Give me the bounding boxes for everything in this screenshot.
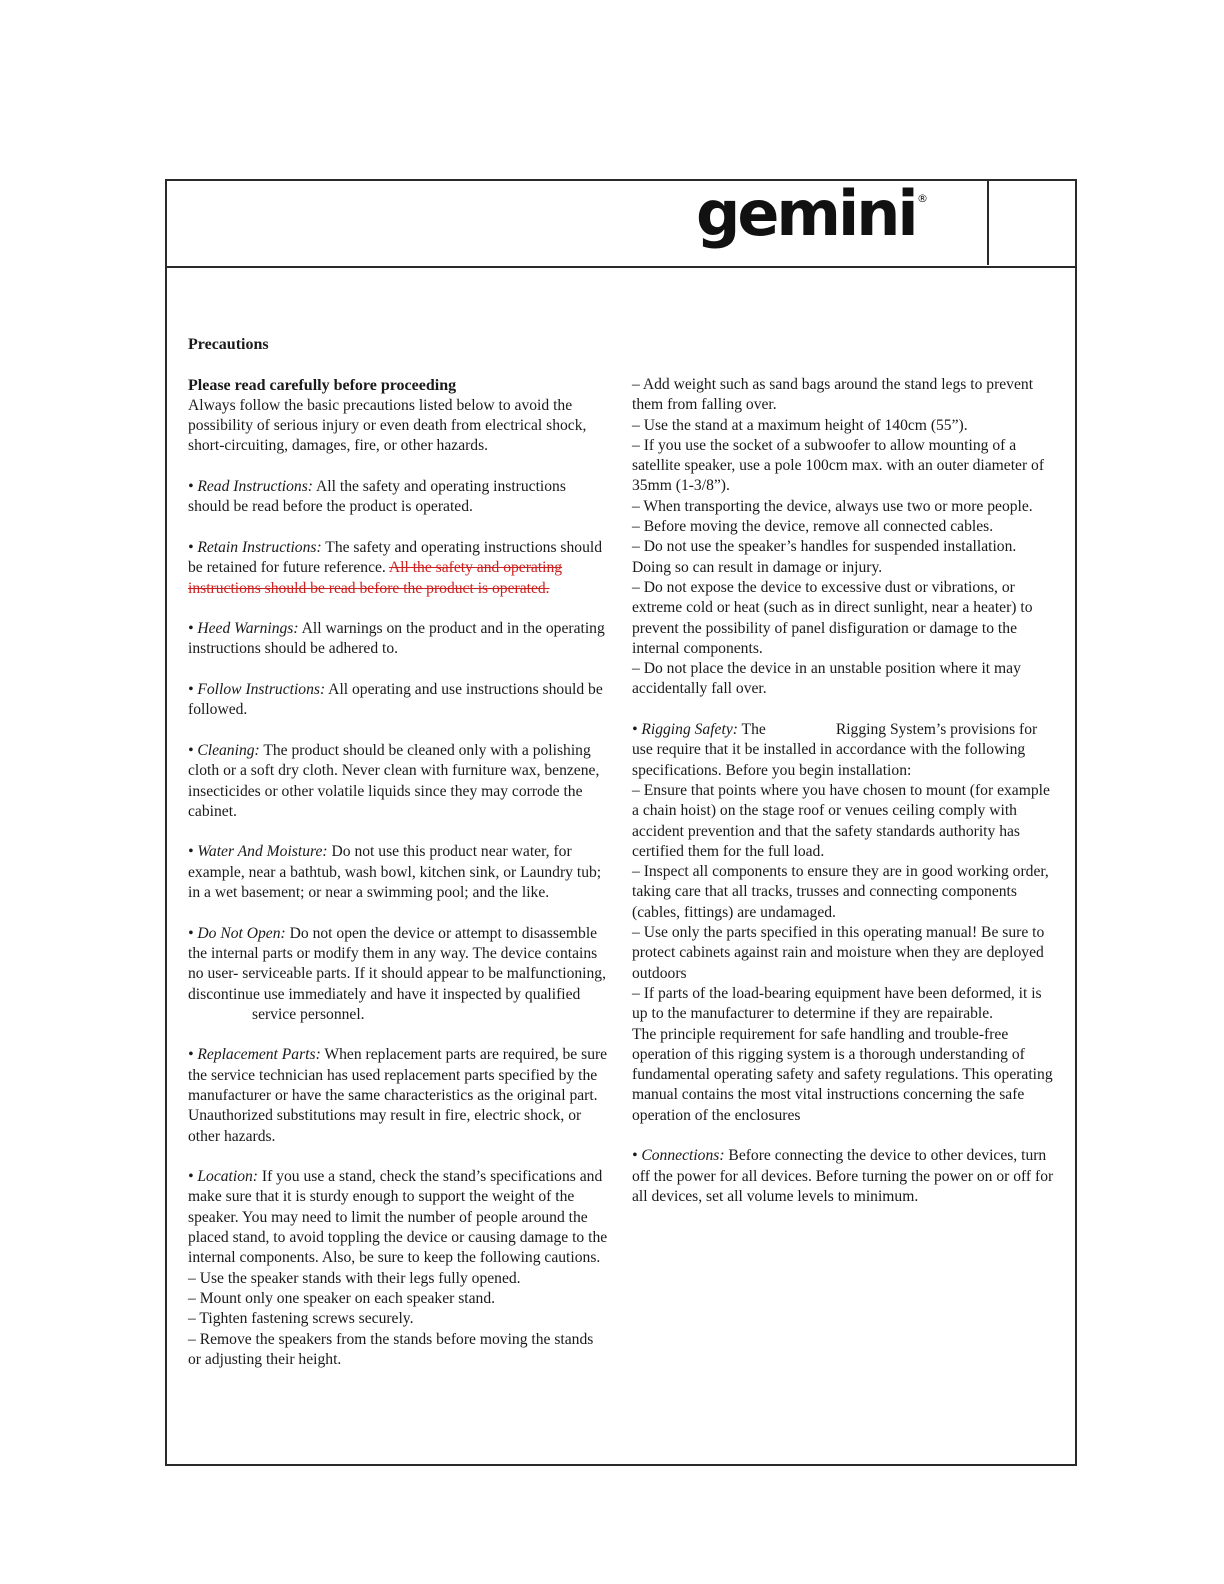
retain-instructions: [188, 538, 608, 599]
rigging-text-after: Rigging System’s provisions for use require that it be installed in accordance with the following specifications. Before you begin installation:: [632, 721, 1038, 779]
follow-instructions: [188, 680, 608, 721]
read-text: All the safety and operating instructions should be read before the product is operated.: [188, 478, 566, 516]
replacement-parts: [188, 1045, 608, 1146]
list-item: – If parts of the load-bearing equipment have been deformed, it is up to the manufacturer to determine if they are repairable.: [632, 984, 1042, 1023]
do-not-open: [188, 924, 608, 1025]
heed-warnings: [188, 619, 608, 660]
header-band: [167, 181, 1075, 268]
list-item: – Ensure that points where you have chosen to mount (for example a chain hoist) on the stage roof or venues ceiling comply with accident prevention and that the safety standards authority has certified them for the full load.: [632, 781, 1050, 860]
location-text: If you use a stand, check the stand’s specifications and make sure that it is sturdy enough to support the weight of the speaker. You may need to limit the number of people around the placed stand, to avoid toppling the device or causing damage to the internal components. Also, be sure to keep the following cautions.: [188, 1168, 608, 1267]
list-item: – Remove the speakers from the stands before moving the stands or adjusting their height.: [188, 1330, 594, 1368]
list-item: – Use the stand at a maximum height of 140cm (55”).: [632, 416, 968, 434]
list-item: – Add weight such as sand bags around the stand legs to prevent them from falling over.: [632, 376, 1034, 414]
water-moisture: [188, 842, 608, 903]
heed-text: All warnings on the product and in the operating instructions should be adhered to.: [188, 620, 605, 658]
rigging-safety: [632, 720, 1057, 781]
logo-wordmark: gemini: [696, 185, 916, 250]
list-item: – Do not place the device in an unstable position where it may accidentally fall over.: [632, 660, 1021, 698]
rigging-summary: The principle requirement for safe handling and trouble-free operation of this rigging system is a thorough understanding of fundamental operating safety and safety regulations. This operating manual contains the most vital instructions concerning the safe operation of the enclosures: [632, 1025, 1053, 1124]
follow-text: All operating and use instructions should be followed.: [188, 681, 603, 719]
location-lead: • Location:: [188, 1168, 258, 1186]
open-lead: • Do Not Open:: [188, 924, 286, 942]
open-text-after: service personnel.: [252, 1005, 365, 1023]
connections: [632, 1146, 1057, 1207]
list-item: – Do not use the speaker’s handles for suspended installation. Doing so can result in damage or injury.: [632, 538, 1017, 576]
header-corner-box: [987, 181, 1075, 265]
list-item: – If you use the socket of a subwoofer to allow mounting of a satellite speaker, use a pole 100cm max. with an outer diameter of 35mm (1-3/8”).: [632, 436, 1045, 495]
cleaning-text: The product should be cleaned only with a polishing cloth or a soft dry cloth. Never clean with furniture wax, benzene, insecticides or other volatile liquids since they may corrode the cabinet.: [188, 741, 600, 820]
replacement-text: When replacement parts are required, be sure the service technician has used replacement parts specified by the manufacturer or have the same characteristics as the original part. Unauthorized substitutions may result in fire, electric shock, or other hazards.: [188, 1046, 608, 1145]
list-item: – When transporting the device, always use two or more people.: [632, 497, 1033, 515]
struck-text: All the safety and operating instructions should be read before the product is operated.: [188, 559, 563, 597]
list-item: – Inspect all components to ensure they are in good working order, taking care that all tracks, trusses and connecting components (cables, fittings) are undamaged.: [632, 863, 1049, 921]
list-item: – Tighten fastening screws securely.: [188, 1310, 414, 1328]
heed-lead: • Heed Warnings:: [188, 620, 299, 638]
read-instructions: [188, 477, 608, 518]
intro-paragraph: Always follow the basic precautions listed below to avoid the possibility of serious injury or even death from electrical shock, short-circuiting, damages, fire, or other hazards.: [188, 396, 587, 455]
left-column: [188, 335, 608, 1370]
retain-text: The safety and operating instructions should be retained for future reference.: [188, 538, 603, 577]
read-lead: • Read Instructions:: [188, 478, 313, 496]
list-item: – Use the speaker stands with their legs fully opened.: [188, 1269, 521, 1287]
follow-lead: • Follow Instructions:: [188, 681, 326, 699]
right-column: [632, 375, 1057, 1207]
open-text: Do not open the device or attempt to disassemble the internal parts or modify them in any way. The device contains no user- serviceable parts. If it should appear to be malfunctioning, discontinue use immediately and have it inspected by qualified: [188, 924, 606, 1003]
water-lead: • Water And Moisture:: [188, 843, 328, 861]
list-item: – Use only the parts specified in this operating manual! Be sure to protect cabinets against rain and moisture when they are deployed outdoors: [632, 924, 1045, 982]
location: [188, 1167, 608, 1268]
page-title: Precautions: [188, 336, 269, 353]
rigging-text: The: [737, 721, 766, 739]
connections-text: Before connecting the device to other devices, turn off the power for all devices. Before turning the power on or off for all devices, set all volume levels to minimum.: [632, 1147, 1054, 1205]
registered-mark: ®: [917, 192, 928, 205]
list-item: – Do not expose the device to excessive dust or vibrations, or extreme cold or heat (such as in direct sunlight, near a heater) to prevent the possibility of panel disfiguration or damage to the internal components.: [632, 578, 1033, 657]
list-item: – Before moving the device, remove all connected cables.: [632, 518, 994, 536]
gemini-logo: [694, 185, 934, 261]
rigging-lead: • Rigging Safety:: [632, 721, 738, 739]
cleaning-lead: • Cleaning:: [188, 741, 260, 759]
retain-lead: • Retain Instructions:: [188, 538, 322, 556]
water-text: Do not use this product near water, for example, near a bathtub, wash bowl, kitchen sink, or Laundry tub; in a wet basement; or near a swimming pool; and the like.: [188, 843, 602, 902]
subtitle: Please read carefully before proceeding: [188, 376, 457, 394]
connections-lead: • Connections:: [632, 1147, 725, 1165]
list-item: – Mount only one speaker on each speaker stand.: [188, 1289, 496, 1307]
replacement-lead: • Replacement Parts:: [188, 1046, 321, 1064]
cleaning: [188, 741, 608, 822]
